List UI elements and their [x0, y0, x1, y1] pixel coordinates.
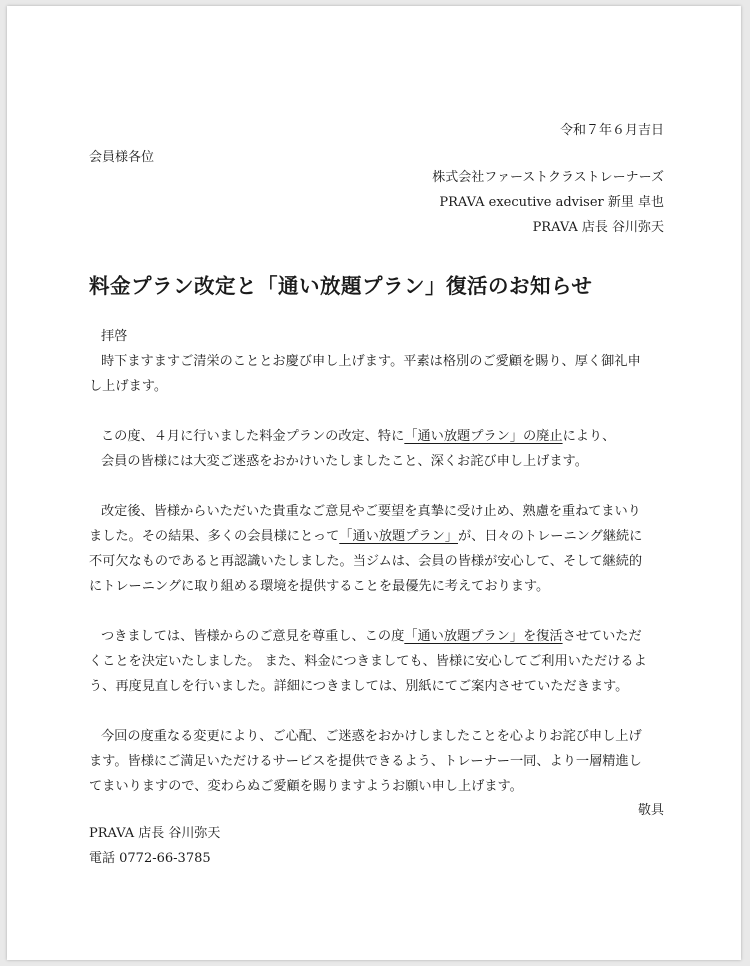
document-title: 料金プラン改定と「通い放題プラン」復活のお知らせ	[89, 274, 593, 298]
paragraph-line: 時下ますますご清栄のこととお慶び申し上げます。平素は格別のご愛顧を賜り、厚く御礼申	[101, 354, 641, 369]
paragraph-line: 今回の度重なる変更により、ご心配、ご迷惑をおかけしましたことを心よりお詫び申し上げ	[101, 729, 642, 744]
paragraph-line: 改定後、皆様からいただいた貴重なご意見やご要望を真摯に受け止め、熟慮を重ねてまいり	[101, 504, 641, 519]
document-date: 令和７年６月吉日	[559, 123, 664, 138]
paragraph-line: ます。皆様にご満足いただけるサービスを提供できるよう、トレーナー一同、より一層精進し	[89, 754, 642, 769]
underlined-text: 「通い放題プラン」	[339, 529, 458, 544]
footer-phone: 電話 0772-66-3785	[89, 851, 211, 866]
paragraph-2	[89, 424, 669, 474]
sender-manager: PRAVA 店長 谷川弥天	[532, 220, 664, 235]
paragraph-4	[89, 624, 669, 699]
paragraph-line: てまいりますので、変わらぬご愛顧を賜りますようお願い申し上げます。	[89, 779, 523, 794]
paragraph-line	[89, 624, 669, 649]
paragraph-line	[89, 524, 669, 549]
paragraph-1	[89, 349, 669, 399]
addressee: 会員様各位	[89, 150, 155, 165]
paragraph-line: にトレーニングに取り組める環境を提供することを最優先に考えております。	[89, 579, 550, 594]
text-segment: が、日々のトレーニング継続に	[457, 529, 643, 544]
paragraph-line: う、再度見直しを行いました。詳細につきましては、別紙にてご案内させていただきます。	[89, 679, 629, 694]
paragraph-line: くことを決定いたしました。 また、料金につきましても、皆様に安心してご利用いただけるよ	[89, 654, 647, 669]
paragraph-line: 会員の皆様には大変ご迷惑をおかけいたしましたこと、深くお詫び申し上げます。	[101, 454, 588, 469]
sender-company: 株式会社ファーストクラストレーナーズ	[432, 170, 664, 185]
sender-adviser: PRAVA executive adviser 新里 卓也	[439, 195, 664, 210]
closing: 敬具	[637, 803, 664, 818]
underlined-text: 「通い放題プラン」を復活	[404, 629, 563, 644]
document-page	[7, 6, 741, 960]
paragraph-line	[89, 424, 669, 449]
text-segment: つきましては、皆様からのご意見を尊重し、この度	[101, 629, 405, 644]
paragraph-line: 不可欠なものであると再認識いたしました。当ジムは、会員の皆様が安心して、そして継続的	[89, 554, 643, 569]
greeting: 拝啓	[101, 329, 128, 344]
letter-body	[89, 324, 669, 799]
text-segment: ました。その結果、多くの会員様にとって	[89, 529, 340, 544]
text-segment: させていただ	[562, 629, 642, 644]
text-segment: により、	[562, 429, 616, 444]
paragraph-line: し上げます。	[89, 379, 168, 394]
underlined-text: 「通い放題プラン」の廃止	[404, 429, 563, 444]
text-segment: この度、４月に行いました料金プランの改定、特に	[101, 429, 405, 444]
paragraph-3	[89, 499, 669, 599]
paragraph-5	[89, 724, 669, 799]
footer-signature: PRAVA 店長 谷川弥天	[89, 826, 221, 841]
